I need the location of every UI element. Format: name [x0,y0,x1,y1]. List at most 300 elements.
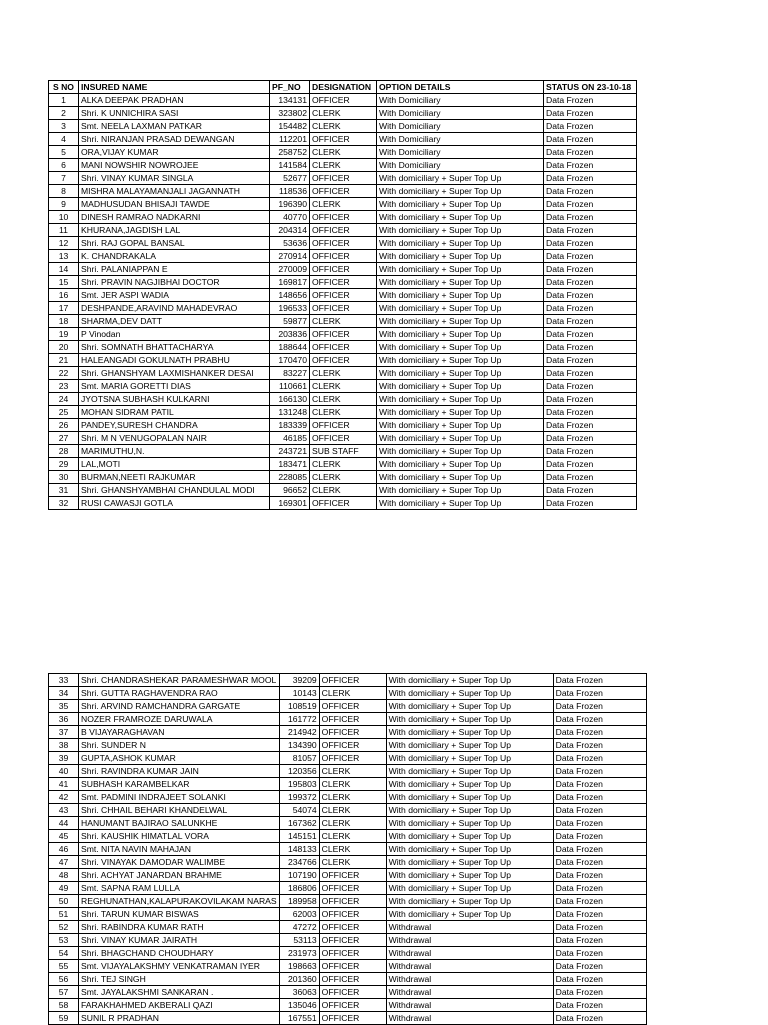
cell-pf-no: 228085 [270,471,310,484]
cell-insured-name: Shri. GUTTA RAGHAVENDRA RAO [79,687,280,700]
cell-option-details: With domiciliary + Super Top Up [377,393,544,406]
cell-sno: 29 [49,458,79,471]
cell-designation: OFFICER [310,263,377,276]
cell-status: Data Frozen [544,250,637,263]
table-row [49,869,647,882]
cell-designation: OFFICER [319,895,386,908]
cell-designation: OFFICER [310,328,377,341]
table-row [49,406,637,419]
table-row [49,328,637,341]
cell-designation: CLERK [310,380,377,393]
cell-pf-no: 108519 [279,700,319,713]
cell-pf-no: 270914 [270,250,310,263]
cell-option-details: Withdrawal [386,960,553,973]
cell-insured-name: Shri. CHHAIL BEHARI KHANDELWAL [79,804,280,817]
table-header-row [49,81,637,94]
cell-pf-no: 120356 [279,765,319,778]
cell-sno: 12 [49,237,79,250]
table-row [49,921,647,934]
cell-insured-name: MISHRA MALAYAMANJALI JAGANNATH [79,185,270,198]
table-body-1 [49,94,637,510]
cell-designation: OFFICER [319,869,386,882]
cell-insured-name: K. CHANDRAKALA [79,250,270,263]
cell-sno: 40 [49,765,79,778]
cell-designation: CLERK [310,159,377,172]
cell-status: Data Frozen [553,817,646,830]
cell-designation: CLERK [310,120,377,133]
cell-status: Data Frozen [544,393,637,406]
cell-insured-name: Shri. TARUN KUMAR BISWAS [79,908,280,921]
table-row [49,713,647,726]
cell-status: Data Frozen [553,674,646,687]
cell-sno: 41 [49,778,79,791]
cell-designation: CLERK [310,406,377,419]
cell-insured-name: Shri. GHANSHYAM LAXMISHANKER DESAI [79,367,270,380]
cell-option-details: Withdrawal [386,1012,553,1025]
table-row [49,843,647,856]
cell-pf-no: 167551 [279,1012,319,1025]
cell-pf-no: 270009 [270,263,310,276]
cell-designation: CLERK [310,393,377,406]
cell-option-details: With domiciliary + Super Top Up [377,328,544,341]
cell-sno: 51 [49,908,79,921]
table-row [49,739,647,752]
cell-insured-name: Shri. KAUSHIK HIMATLAL VORA [79,830,280,843]
cell-designation: CLERK [319,843,386,856]
cell-insured-name: FARAKHAHMED AKBERALI QAZI [79,999,280,1012]
header-sno: S NO [49,81,79,94]
cell-sno: 26 [49,419,79,432]
cell-insured-name: Shri. K UNNICHIRA SASI [79,107,270,120]
cell-designation: OFFICER [319,934,386,947]
cell-insured-name: REGHUNATHAN,KALAPURAKOVILAKAM NARAS [79,895,280,908]
cell-pf-no: 96652 [270,484,310,497]
cell-sno: 2 [49,107,79,120]
cell-insured-name: Shri. SUNDER N [79,739,280,752]
table-row [49,432,637,445]
cell-designation: OFFICER [310,237,377,250]
table-row [49,1012,647,1025]
cell-designation: OFFICER [310,497,377,510]
cell-option-details: With domiciliary + Super Top Up [377,419,544,432]
table-row [49,687,647,700]
table-row [49,484,637,497]
cell-insured-name: Shri. SOMNATH BHATTACHARYA [79,341,270,354]
table-row [49,289,637,302]
cell-designation: OFFICER [319,752,386,765]
cell-designation: OFFICER [310,94,377,107]
cell-pf-no: 214942 [279,726,319,739]
cell-insured-name: Shri. ARVIND RAMCHANDRA GARGATE [79,700,280,713]
cell-status: Data Frozen [553,1012,646,1025]
cell-designation: CLERK [310,367,377,380]
cell-pf-no: 112201 [270,133,310,146]
cell-status: Data Frozen [553,765,646,778]
table-row [49,159,637,172]
cell-status: Data Frozen [553,804,646,817]
cell-option-details: With domiciliary + Super Top Up [377,250,544,263]
cell-option-details: Withdrawal [386,999,553,1012]
cell-insured-name: Smt. VIJAYALAKSHMY VENKATRAMAN IYER [79,960,280,973]
cell-designation: OFFICER [310,419,377,432]
cell-pf-no: 161772 [279,713,319,726]
cell-pf-no: 54074 [279,804,319,817]
cell-status: Data Frozen [544,276,637,289]
cell-option-details: With domiciliary + Super Top Up [377,406,544,419]
cell-status: Data Frozen [544,315,637,328]
cell-sno: 30 [49,471,79,484]
header-pf-no: PF_NO [270,81,310,94]
table-row [49,445,637,458]
cell-pf-no: 183339 [270,419,310,432]
cell-designation: CLERK [310,146,377,159]
table-row [49,458,637,471]
table-row [49,986,647,999]
cell-insured-name: SUBHASH KARAMBELKAR [79,778,280,791]
table-row [49,393,637,406]
cell-sno: 48 [49,869,79,882]
table-body-2 [49,674,647,1025]
cell-designation: OFFICER [310,250,377,263]
cell-sno: 20 [49,341,79,354]
cell-sno: 50 [49,895,79,908]
cell-status: Data Frozen [544,354,637,367]
cell-option-details: With domiciliary + Super Top Up [386,778,553,791]
cell-status: Data Frozen [553,986,646,999]
cell-pf-no: 52677 [270,172,310,185]
table-row [49,380,637,393]
table-row [49,778,647,791]
cell-sno: 33 [49,674,79,687]
cell-status: Data Frozen [553,778,646,791]
cell-pf-no: 243721 [270,445,310,458]
cell-designation: OFFICER [310,133,377,146]
cell-status: Data Frozen [544,406,637,419]
cell-insured-name: Shri. VINAYAK DAMODAR WALIMBE [79,856,280,869]
cell-insured-name: B VIJAYARAGHAVAN [79,726,280,739]
cell-designation: OFFICER [310,432,377,445]
cell-designation: OFFICER [310,172,377,185]
cell-designation: OFFICER [319,674,386,687]
cell-status: Data Frozen [544,458,637,471]
cell-sno: 53 [49,934,79,947]
cell-sno: 35 [49,700,79,713]
cell-insured-name: Smt. NITA NAVIN MAHAJAN [79,843,280,856]
cell-designation: OFFICER [319,713,386,726]
table-row [49,302,637,315]
cell-pf-no: 59877 [270,315,310,328]
cell-status: Data Frozen [553,752,646,765]
table-row [49,934,647,947]
cell-insured-name: GUPTA,ASHOK KUMAR [79,752,280,765]
cell-sno: 47 [49,856,79,869]
cell-option-details: With domiciliary + Super Top Up [377,185,544,198]
cell-option-details: With domiciliary + Super Top Up [377,302,544,315]
cell-designation: CLERK [310,198,377,211]
header-option-details: OPTION DETAILS [377,81,544,94]
cell-sno: 6 [49,159,79,172]
cell-pf-no: 53113 [279,934,319,947]
cell-status: Data Frozen [544,211,637,224]
table-row [49,224,637,237]
cell-sno: 1 [49,94,79,107]
cell-option-details: With Domiciliary [377,107,544,120]
cell-sno: 13 [49,250,79,263]
table-row [49,765,647,778]
cell-pf-no: 81057 [279,752,319,765]
cell-sno: 28 [49,445,79,458]
cell-designation: CLERK [319,778,386,791]
cell-insured-name: Smt. JER ASPI WADIA [79,289,270,302]
cell-option-details: With domiciliary + Super Top Up [386,700,553,713]
cell-sno: 31 [49,484,79,497]
cell-sno: 56 [49,973,79,986]
cell-sno: 9 [49,198,79,211]
header-insured-name: INSURED NAME [79,81,270,94]
cell-status: Data Frozen [544,224,637,237]
cell-sno: 18 [49,315,79,328]
cell-designation: OFFICER [310,224,377,237]
cell-designation: OFFICER [319,947,386,960]
cell-status: Data Frozen [544,328,637,341]
cell-pf-no: 234766 [279,856,319,869]
cell-status: Data Frozen [544,302,637,315]
cell-insured-name: Smt. MARIA GORETTI DIAS [79,380,270,393]
cell-sno: 7 [49,172,79,185]
cell-option-details: With domiciliary + Super Top Up [386,726,553,739]
cell-sno: 15 [49,276,79,289]
cell-designation: CLERK [319,830,386,843]
cell-insured-name: Shri. PALANIAPPAN E [79,263,270,276]
cell-insured-name: Shri. RAJ GOPAL BANSAL [79,237,270,250]
cell-pf-no: 145151 [279,830,319,843]
cell-status: Data Frozen [553,947,646,960]
table-row [49,172,637,185]
cell-status: Data Frozen [544,120,637,133]
cell-option-details: With domiciliary + Super Top Up [386,765,553,778]
cell-status: Data Frozen [553,973,646,986]
table-row [49,973,647,986]
table-row [49,817,647,830]
cell-designation: CLERK [319,791,386,804]
cell-pf-no: 166130 [270,393,310,406]
cell-sno: 11 [49,224,79,237]
cell-pf-no: 131248 [270,406,310,419]
table-row [49,354,637,367]
cell-sno: 34 [49,687,79,700]
cell-pf-no: 10143 [279,687,319,700]
cell-option-details: Withdrawal [386,947,553,960]
cell-designation: OFFICER [319,882,386,895]
cell-pf-no: 134390 [279,739,319,752]
table-row [49,882,647,895]
cell-sno: 49 [49,882,79,895]
cell-pf-no: 39209 [279,674,319,687]
cell-option-details: With Domiciliary [377,120,544,133]
cell-designation: CLERK [310,458,377,471]
cell-designation: OFFICER [319,726,386,739]
table-row [49,146,637,159]
table-row [49,830,647,843]
cell-pf-no: 107190 [279,869,319,882]
table-row [49,250,637,263]
cell-status: Data Frozen [553,843,646,856]
header-designation: DESIGNATION [310,81,377,94]
cell-status: Data Frozen [544,380,637,393]
cell-insured-name: Shri. VINAY KUMAR SINGLA [79,172,270,185]
cell-status: Data Frozen [544,445,637,458]
cell-option-details: With domiciliary + Super Top Up [386,804,553,817]
cell-pf-no: 169817 [270,276,310,289]
cell-sno: 37 [49,726,79,739]
cell-designation: OFFICER [310,185,377,198]
cell-sno: 25 [49,406,79,419]
cell-designation: CLERK [310,315,377,328]
cell-pf-no: 53636 [270,237,310,250]
cell-pf-no: 141584 [270,159,310,172]
cell-status: Data Frozen [544,185,637,198]
cell-sno: 43 [49,804,79,817]
cell-status: Data Frozen [553,895,646,908]
cell-insured-name: NOZER FRAMROZE DARUWALA [79,713,280,726]
table-row [49,198,637,211]
cell-pf-no: 183471 [270,458,310,471]
cell-designation: CLERK [319,804,386,817]
cell-designation: OFFICER [319,1012,386,1025]
cell-insured-name: Smt. NEELA LAXMAN PATKAR [79,120,270,133]
cell-pf-no: 231973 [279,947,319,960]
cell-sno: 17 [49,302,79,315]
cell-option-details: With domiciliary + Super Top Up [377,380,544,393]
cell-pf-no: 167362 [279,817,319,830]
cell-status: Data Frozen [553,856,646,869]
cell-pf-no: 204314 [270,224,310,237]
cell-option-details: With domiciliary + Super Top Up [377,471,544,484]
cell-insured-name: DESHPANDE,ARAVIND MAHADEVRAO [79,302,270,315]
cell-option-details: With domiciliary + Super Top Up [377,198,544,211]
cell-status: Data Frozen [553,921,646,934]
cell-insured-name: JYOTSNA SUBHASH KULKARNI [79,393,270,406]
cell-insured-name: HANUMANT BAJIRAO SALUNKHE [79,817,280,830]
cell-insured-name: Shri. RAVINDRA KUMAR JAIN [79,765,280,778]
cell-option-details: With domiciliary + Super Top Up [386,791,553,804]
cell-sno: 45 [49,830,79,843]
cell-designation: OFFICER [319,921,386,934]
cell-sno: 4 [49,133,79,146]
cell-insured-name: ALKA DEEPAK PRADHAN [79,94,270,107]
cell-insured-name: Shri. GHANSHYAMBHAI CHANDULAL MODI [79,484,270,497]
cell-pf-no: 199372 [279,791,319,804]
cell-status: Data Frozen [544,94,637,107]
cell-insured-name: Shri. VINAY KUMAR JAIRATH [79,934,280,947]
cell-option-details: With domiciliary + Super Top Up [386,687,553,700]
cell-insured-name: Smt. SAPNA RAM LULLA [79,882,280,895]
cell-sno: 22 [49,367,79,380]
cell-option-details: With domiciliary + Super Top Up [386,674,553,687]
cell-pf-no: 47272 [279,921,319,934]
cell-status: Data Frozen [553,882,646,895]
cell-sno: 42 [49,791,79,804]
cell-sno: 38 [49,739,79,752]
cell-option-details: With domiciliary + Super Top Up [377,341,544,354]
cell-option-details: With domiciliary + Super Top Up [386,739,553,752]
cell-status: Data Frozen [544,237,637,250]
table-row [49,120,637,133]
cell-insured-name: Shri. TEJ SINGH [79,973,280,986]
cell-pf-no: 40770 [270,211,310,224]
cell-status: Data Frozen [553,934,646,947]
cell-designation: OFFICER [319,960,386,973]
cell-sno: 27 [49,432,79,445]
cell-status: Data Frozen [544,198,637,211]
cell-insured-name: SUNIL R PRADHAN [79,1012,280,1025]
cell-status: Data Frozen [544,289,637,302]
cell-insured-name: Shri. NIRANJAN PRASAD DEWANGAN [79,133,270,146]
table-row [49,804,647,817]
table-row [49,960,647,973]
insured-table-1 [48,80,637,510]
cell-status: Data Frozen [544,471,637,484]
cell-sno: 54 [49,947,79,960]
cell-pf-no: 135046 [279,999,319,1012]
cell-insured-name: DINESH RAMRAO NADKARNI [79,211,270,224]
cell-option-details: With domiciliary + Super Top Up [386,752,553,765]
cell-option-details: With domiciliary + Super Top Up [386,817,553,830]
cell-insured-name: Shri. RABINDRA KUMAR RATH [79,921,280,934]
cell-sno: 44 [49,817,79,830]
cell-option-details: With domiciliary + Super Top Up [377,224,544,237]
cell-sno: 19 [49,328,79,341]
cell-option-details: With domiciliary + Super Top Up [377,458,544,471]
cell-designation: OFFICER [310,354,377,367]
cell-option-details: With domiciliary + Super Top Up [386,882,553,895]
cell-option-details: With domiciliary + Super Top Up [377,432,544,445]
cell-status: Data Frozen [544,107,637,120]
cell-insured-name: MADHUSUDAN BHISAJI TAWDE [79,198,270,211]
cell-pf-no: 134131 [270,94,310,107]
cell-status: Data Frozen [544,133,637,146]
cell-sno: 8 [49,185,79,198]
cell-sno: 36 [49,713,79,726]
cell-insured-name: MARIMUTHU,N. [79,445,270,458]
cell-option-details: With domiciliary + Super Top Up [386,908,553,921]
cell-status: Data Frozen [544,497,637,510]
table-row [49,94,637,107]
cell-status: Data Frozen [553,713,646,726]
cell-option-details: With domiciliary + Super Top Up [386,895,553,908]
cell-status: Data Frozen [553,908,646,921]
cell-status: Data Frozen [544,367,637,380]
cell-option-details: With domiciliary + Super Top Up [377,315,544,328]
cell-sno: 57 [49,986,79,999]
cell-insured-name: MOHAN SIDRAM PATIL [79,406,270,419]
cell-status: Data Frozen [553,791,646,804]
table-row [49,237,637,250]
cell-insured-name: BURMAN,NEETI RAJKUMAR [79,471,270,484]
cell-pf-no: 148656 [270,289,310,302]
cell-sno: 14 [49,263,79,276]
cell-insured-name: RUSI CAWASJI GOTLA [79,497,270,510]
cell-designation: OFFICER [310,276,377,289]
cell-pf-no: 188644 [270,341,310,354]
cell-designation: CLERK [310,107,377,120]
cell-designation: CLERK [319,856,386,869]
cell-option-details: With Domiciliary [377,94,544,107]
cell-insured-name: Shri. ACHYAT JANARDAN BRAHME [79,869,280,882]
cell-pf-no: 196533 [270,302,310,315]
cell-option-details: With Domiciliary [377,133,544,146]
cell-designation: OFFICER [310,302,377,315]
